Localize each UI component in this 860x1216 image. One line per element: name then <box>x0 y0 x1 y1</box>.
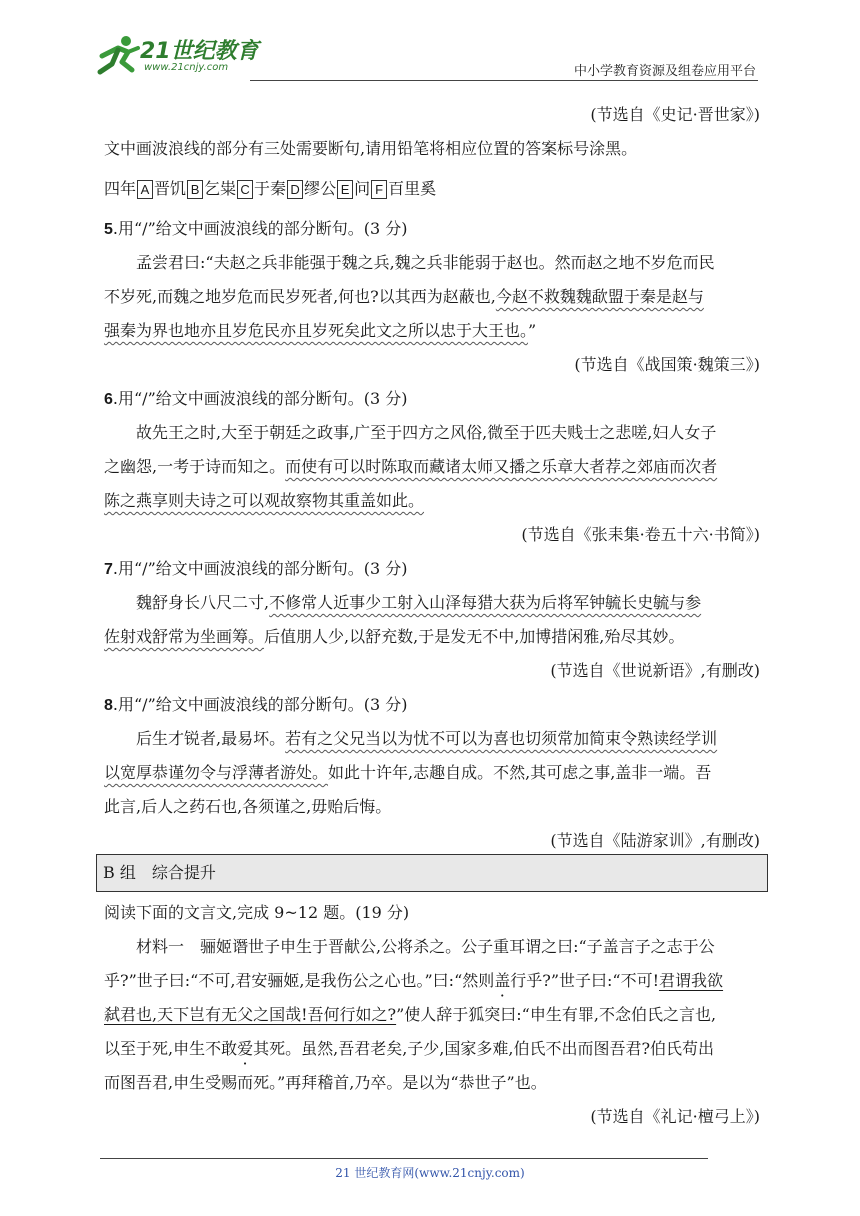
reading-intro: 阅读下面的文言文,完成 9~12 题。(19 分) <box>104 903 410 922</box>
option-d[interactable]: D <box>287 180 303 199</box>
q6-line-2: 之幽怨,一考于诗而知之。而使有可以时陈取而藏诸太师又播之乐章大者荐之郊庙而次者 <box>104 457 718 476</box>
q6-line-1: 故先王之时,大至于朝廷之政事,广至于四方之风俗,微至于匹夫贱士之悲嗟,妇人女子 <box>136 423 717 442</box>
q7-prompt: 7.用“/”给文中画波浪线的部分断句。(3 分) <box>104 559 408 578</box>
emphasis-char-gai: 盖 <box>494 971 511 990</box>
option-a[interactable]: A <box>137 180 153 199</box>
logo-text: 21世纪教育 <box>140 39 259 64</box>
q8-line-2: 以宽厚恭谨勿令与浮薄者游处。如此十许年,志趣自成。不然,其可虑之事,盖非一端。吾 <box>104 763 712 782</box>
reading-line-5: 而图吾君,申生受赐而死。”再拜稽首,乃卒。是以为“恭世子”也。 <box>104 1073 547 1092</box>
header-right-text: 中小学教育资源及组卷应用平台 <box>573 64 756 79</box>
option-f[interactable]: F <box>371 180 387 199</box>
footer-rule <box>100 1158 708 1159</box>
q5-source: (节选自《战国策·魏策三》) <box>574 355 760 374</box>
q8-source: (节选自《陆游家训》,有删改) <box>550 831 760 850</box>
reading-line-3: 弑君也,天下岂有无父之国哉!吾何行如之?”使人辞于狐突曰:“申生有罪,不念伯氏之言也, <box>104 1005 717 1024</box>
q8-line-1: 后生才锐者,最易坏。若有之父兄当以为忧不可以为喜也切须常加简束令熟读经学训 <box>136 729 718 748</box>
section-b-bar <box>96 854 768 892</box>
q6-source: (节选自《张耒集·卷五十六·书简》) <box>521 525 760 544</box>
reading-line-4: 以至于死,申生不敢爱其死。虽然,吾君老矣,子少,国家多难,伯氏不出而图吾君?伯氏苟出 <box>104 1039 715 1058</box>
q8-prompt: 8.用“/”给文中画波浪线的部分断句。(3 分) <box>104 695 408 714</box>
q5-line-2: 不岁死,而魏之地岁危而民岁死者,何也?以其西为赵蔽也,今赵不救魏魏歃盟于秦是赵与 <box>104 287 704 306</box>
footer-text[interactable]: 21 世纪教育网(www.21cnjy.com) <box>335 1166 525 1180</box>
q7-line-2: 佐射戏舒常为坐画筹。后值朋人少,以舒充数,于是发无不中,加博措闲雅,殆尽其妙。 <box>104 627 685 646</box>
q7-source: (节选自《世说新语》,有删改) <box>550 661 760 680</box>
q5-line-1: 孟尝君曰:“夫赵之兵非能强于魏之兵,魏之兵非能弱于赵也。然而赵之地不岁危而民 <box>136 253 715 272</box>
q4-source: (节选自《史记·晋世家》) <box>590 105 760 124</box>
q5-line-3: 强秦为界也地亦且岁危民亦且岁死矣此文之所以忠于大王也。” <box>104 321 537 340</box>
emphasis-char-ai: 爱 <box>237 1039 254 1058</box>
q8-line-3: 此言,后人之药石也,各须谨之,毋贻后悔。 <box>104 797 392 816</box>
logo-url: www.21cnjy.com <box>144 62 229 73</box>
q4-options: 四年 A 晋饥 B 乞粜 C 于秦 D 缪公 E 问 F 百里奚 <box>104 179 437 198</box>
reading-source: (节选自《礼记·檀弓上》) <box>590 1107 760 1126</box>
option-e[interactable]: E <box>337 180 353 199</box>
section-b-label: B 组 综合提升 <box>103 863 216 882</box>
option-b[interactable]: B <box>187 180 203 199</box>
runner-logo-icon <box>92 34 144 78</box>
q7-line-1: 魏舒身长八尺二寸,不修常人近事少工射入山泽每猎大获为后将军钟毓长史毓与参 <box>136 593 702 612</box>
option-c[interactable]: C <box>237 180 253 199</box>
q4-instruction: 文中画波浪线的部分有三处需要断句,请用铅笔将相应位置的答案标号涂黑。 <box>104 139 638 158</box>
q6-prompt: 6.用“/”给文中画波浪线的部分断句。(3 分) <box>104 389 408 408</box>
header-logo <box>92 32 262 80</box>
q6-line-3: 陈之燕享则夫诗之可以观故察物其重盖如此。 <box>104 491 425 510</box>
header-rule <box>250 80 758 81</box>
reading-line-1: 材料一 骊姬谮世子申生于晋献公,公将杀之。公子重耳谓之曰:“子盖言子之志于公 <box>136 937 715 956</box>
q5-prompt: 5.用“/”给文中画波浪线的部分断句。(3 分) <box>104 219 408 238</box>
reading-line-2: 乎?”世子曰:“不可,君安骊姬,是我伤公之心也。”曰:“然则盖行乎?”世子曰:“不可!君谓我欲 <box>104 971 724 990</box>
